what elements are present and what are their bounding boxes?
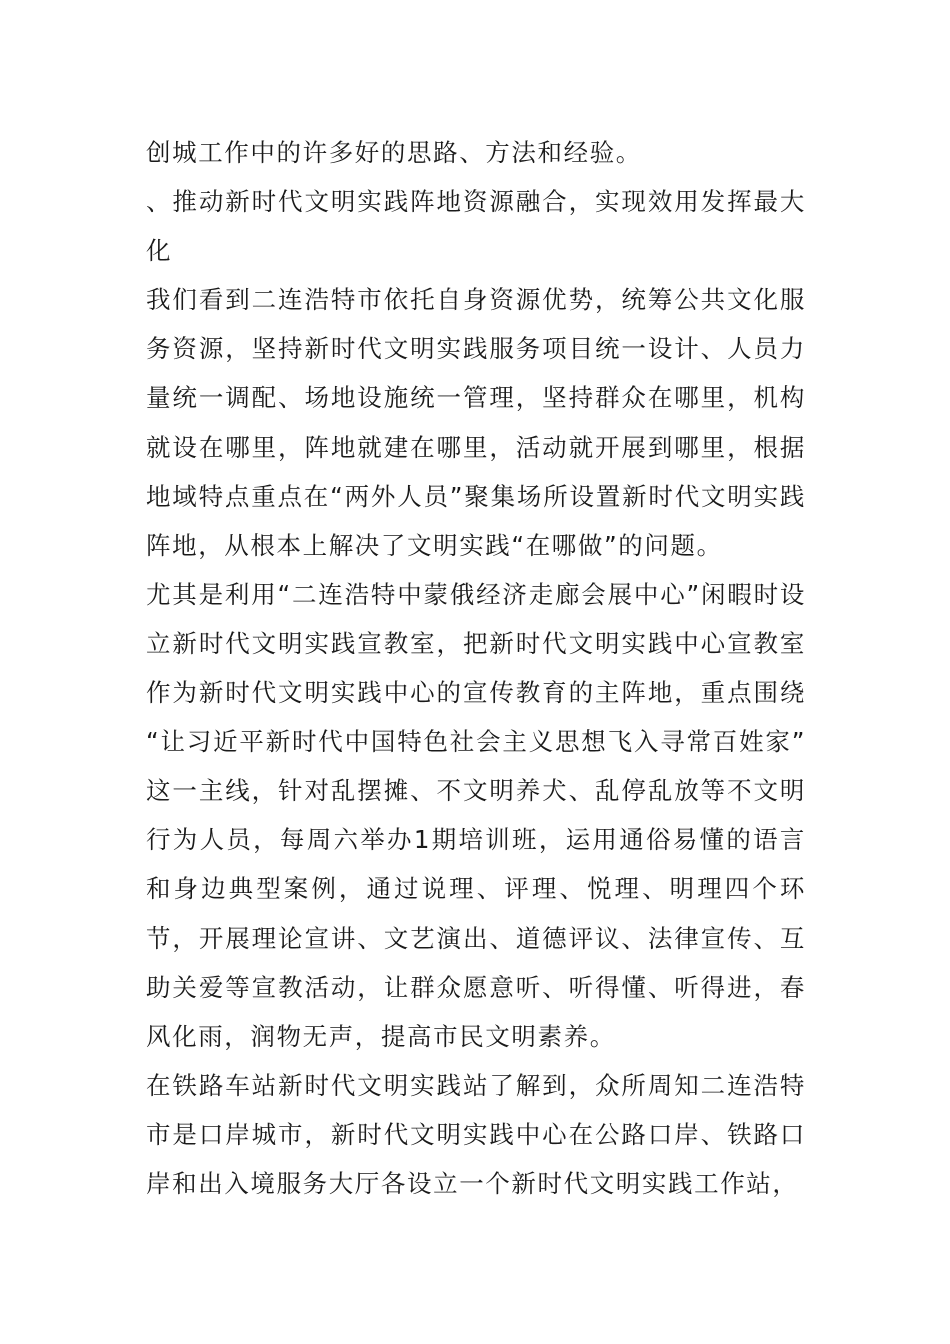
paragraph-1: 创城工作中的许多好的思路、方法和经验。: [146, 138, 642, 167]
section-heading: 、推动新时代文明实践阵地资源融合，实现效用发挥最大化: [146, 187, 806, 266]
paragraph-3: 尤其是利用“二连浩特中蒙俄经济走廊会展中心”闲暇时设立新时代文明实践宣教室，把新时代文明实践中心宣教室作为新时代文明实践中心的宣传教育的主阵地，重点围绕 “让习近平新时代中国特色社会主义思想飞入寻常百姓家” 这一主线，针对乱摆摊、不文明养犬、乱停乱放等不文明行为人员，每周六举办1期培训班，运用通俗易懂的语言和身边典型案例，通过说理、评理、悦理、明理四个环节，开展理论宣讲、文艺演出、道德评议、法律宣传、互助关爱等宣教活动，让群众愿意听、听得懂、听得进，春风化雨，润物无声，提高市民文明素养。: [146, 579, 806, 1051]
paragraph-2: 我们看到二连浩特市依托自身资源优势，统筹公共文化服务资源，坚持新时代文明实践服务项目统一设计、人员力量统一调配、场地设施统一管理，坚持群众在哪里，机构就设在哪里，阵地就建在哪里，活动就开展到哪里，根据地域特点重点在“两外人员”聚集场所设置新时代文明实践阵地，从根本上解决了文明实践“在哪做”的问题。: [146, 285, 806, 560]
paragraph-4: 在铁路车站新时代文明实践站了解到，众所周知二连浩特市是口岸城市，新时代文明实践中心在公路口岸、铁路口岸和出入境服务大厅各设立一个新时代文明实践工作站，: [146, 1070, 806, 1198]
document-body: [146, 128, 806, 1208]
